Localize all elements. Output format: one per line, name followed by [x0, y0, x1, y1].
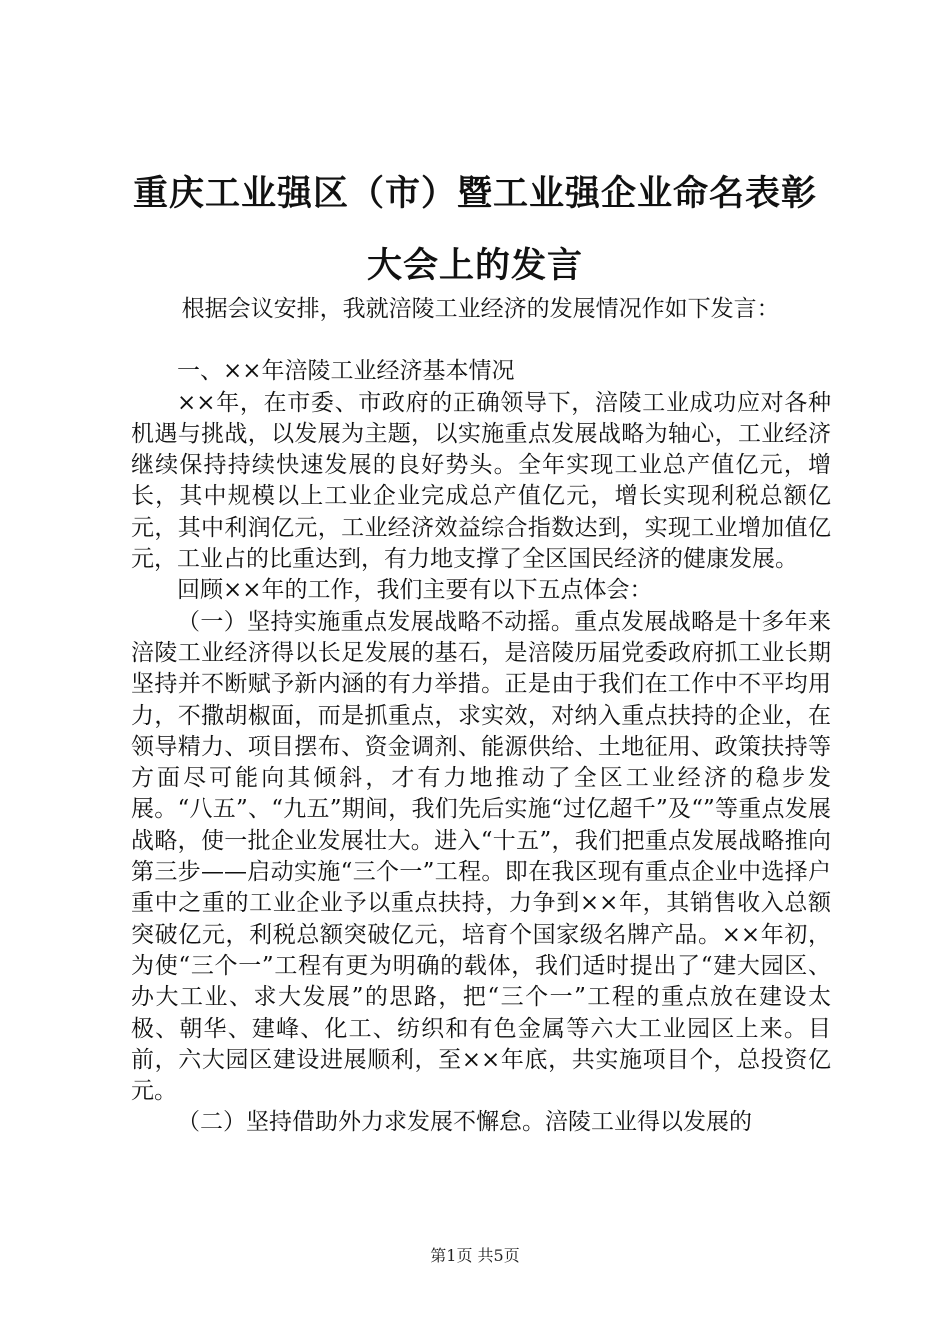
paragraph-intro: 根据会议安排，我就涪陵工业经济的发展情况作如下发言：: [181, 296, 780, 322]
paragraph-overview: ××年，在市委、市政府的正确领导下，涪陵工业成功应对各种机遇与挑战，以发展为主题，以实施重点发展战略为轴心，工业经济继续保持持续快速发展的良好势头。全年实现工业总产值亿元，增长，其中规模以上工业企业完成总产值亿元，增长实现利税总额亿元，其中利润亿元，工业经济效益综合指数达到，实现工业增加值亿元，工业占的比重达到，有力地支撑了全区国民经济的健康发展。: [131, 389, 831, 573]
paragraph-point-1: （一）坚持实施重点发展战略不动摇。重点发展战略是十多年来涪陵工业经济得以长足发展的基石，是涪陵历届党委政府抓工业长期坚持并不断赋予新内涵的有力举措。正是由于我们在工作中不平均用力，不撒胡椒面，而是抓重点，求实效，对纳入重点扶持的企业，在领导精力、项目摆布、资金调剂、能源供给、土地征用、政策扶持等方面尽可能向其倾斜，才有力地推动了全区工业经济的稳步发展。“八五”、“九五”期间，我们先后实施“过亿超千”及“”等重点发展战略，使一批企业发展壮大。进入“十五”，我们把重点发展战略推向第三步——启动实施“三个一”工程。即在我区现有重点企业中选择户重中之重的工业企业予以重点扶持，力争到××年，其销售收入总额突破亿元，利税总额突破亿元，培育个国家级名牌产品。××年初，为使“三个一”工程有更为明确的载体，我们适时提出了“建大园区、办大工业、求大发展”的思路，把“三个一”工程的重点放在建设太极、朝华、建峰、化工、纺织和有色金属等六大工业园区上来。目前，六大园区建设进展顺利，至××年底，共实施项目个，总投资亿元。: [131, 608, 831, 1105]
paragraph-review: 回顾××年的工作，我们主要有以下五点体会：: [177, 577, 653, 604]
document-body: [131, 294, 831, 1139]
paragraph-point-2: （二）坚持借助外力求发展不懈怠。涪陵工业得以发展的: [177, 1109, 752, 1136]
page-footer: 第1页 共5页: [430, 1246, 520, 1265]
document-title: 重庆工业强区（市）暨工业强企业命名表彰大会上的发言: [132, 173, 817, 286]
section-heading-1: 一、××年涪陵工业经济基本情况: [177, 358, 515, 385]
